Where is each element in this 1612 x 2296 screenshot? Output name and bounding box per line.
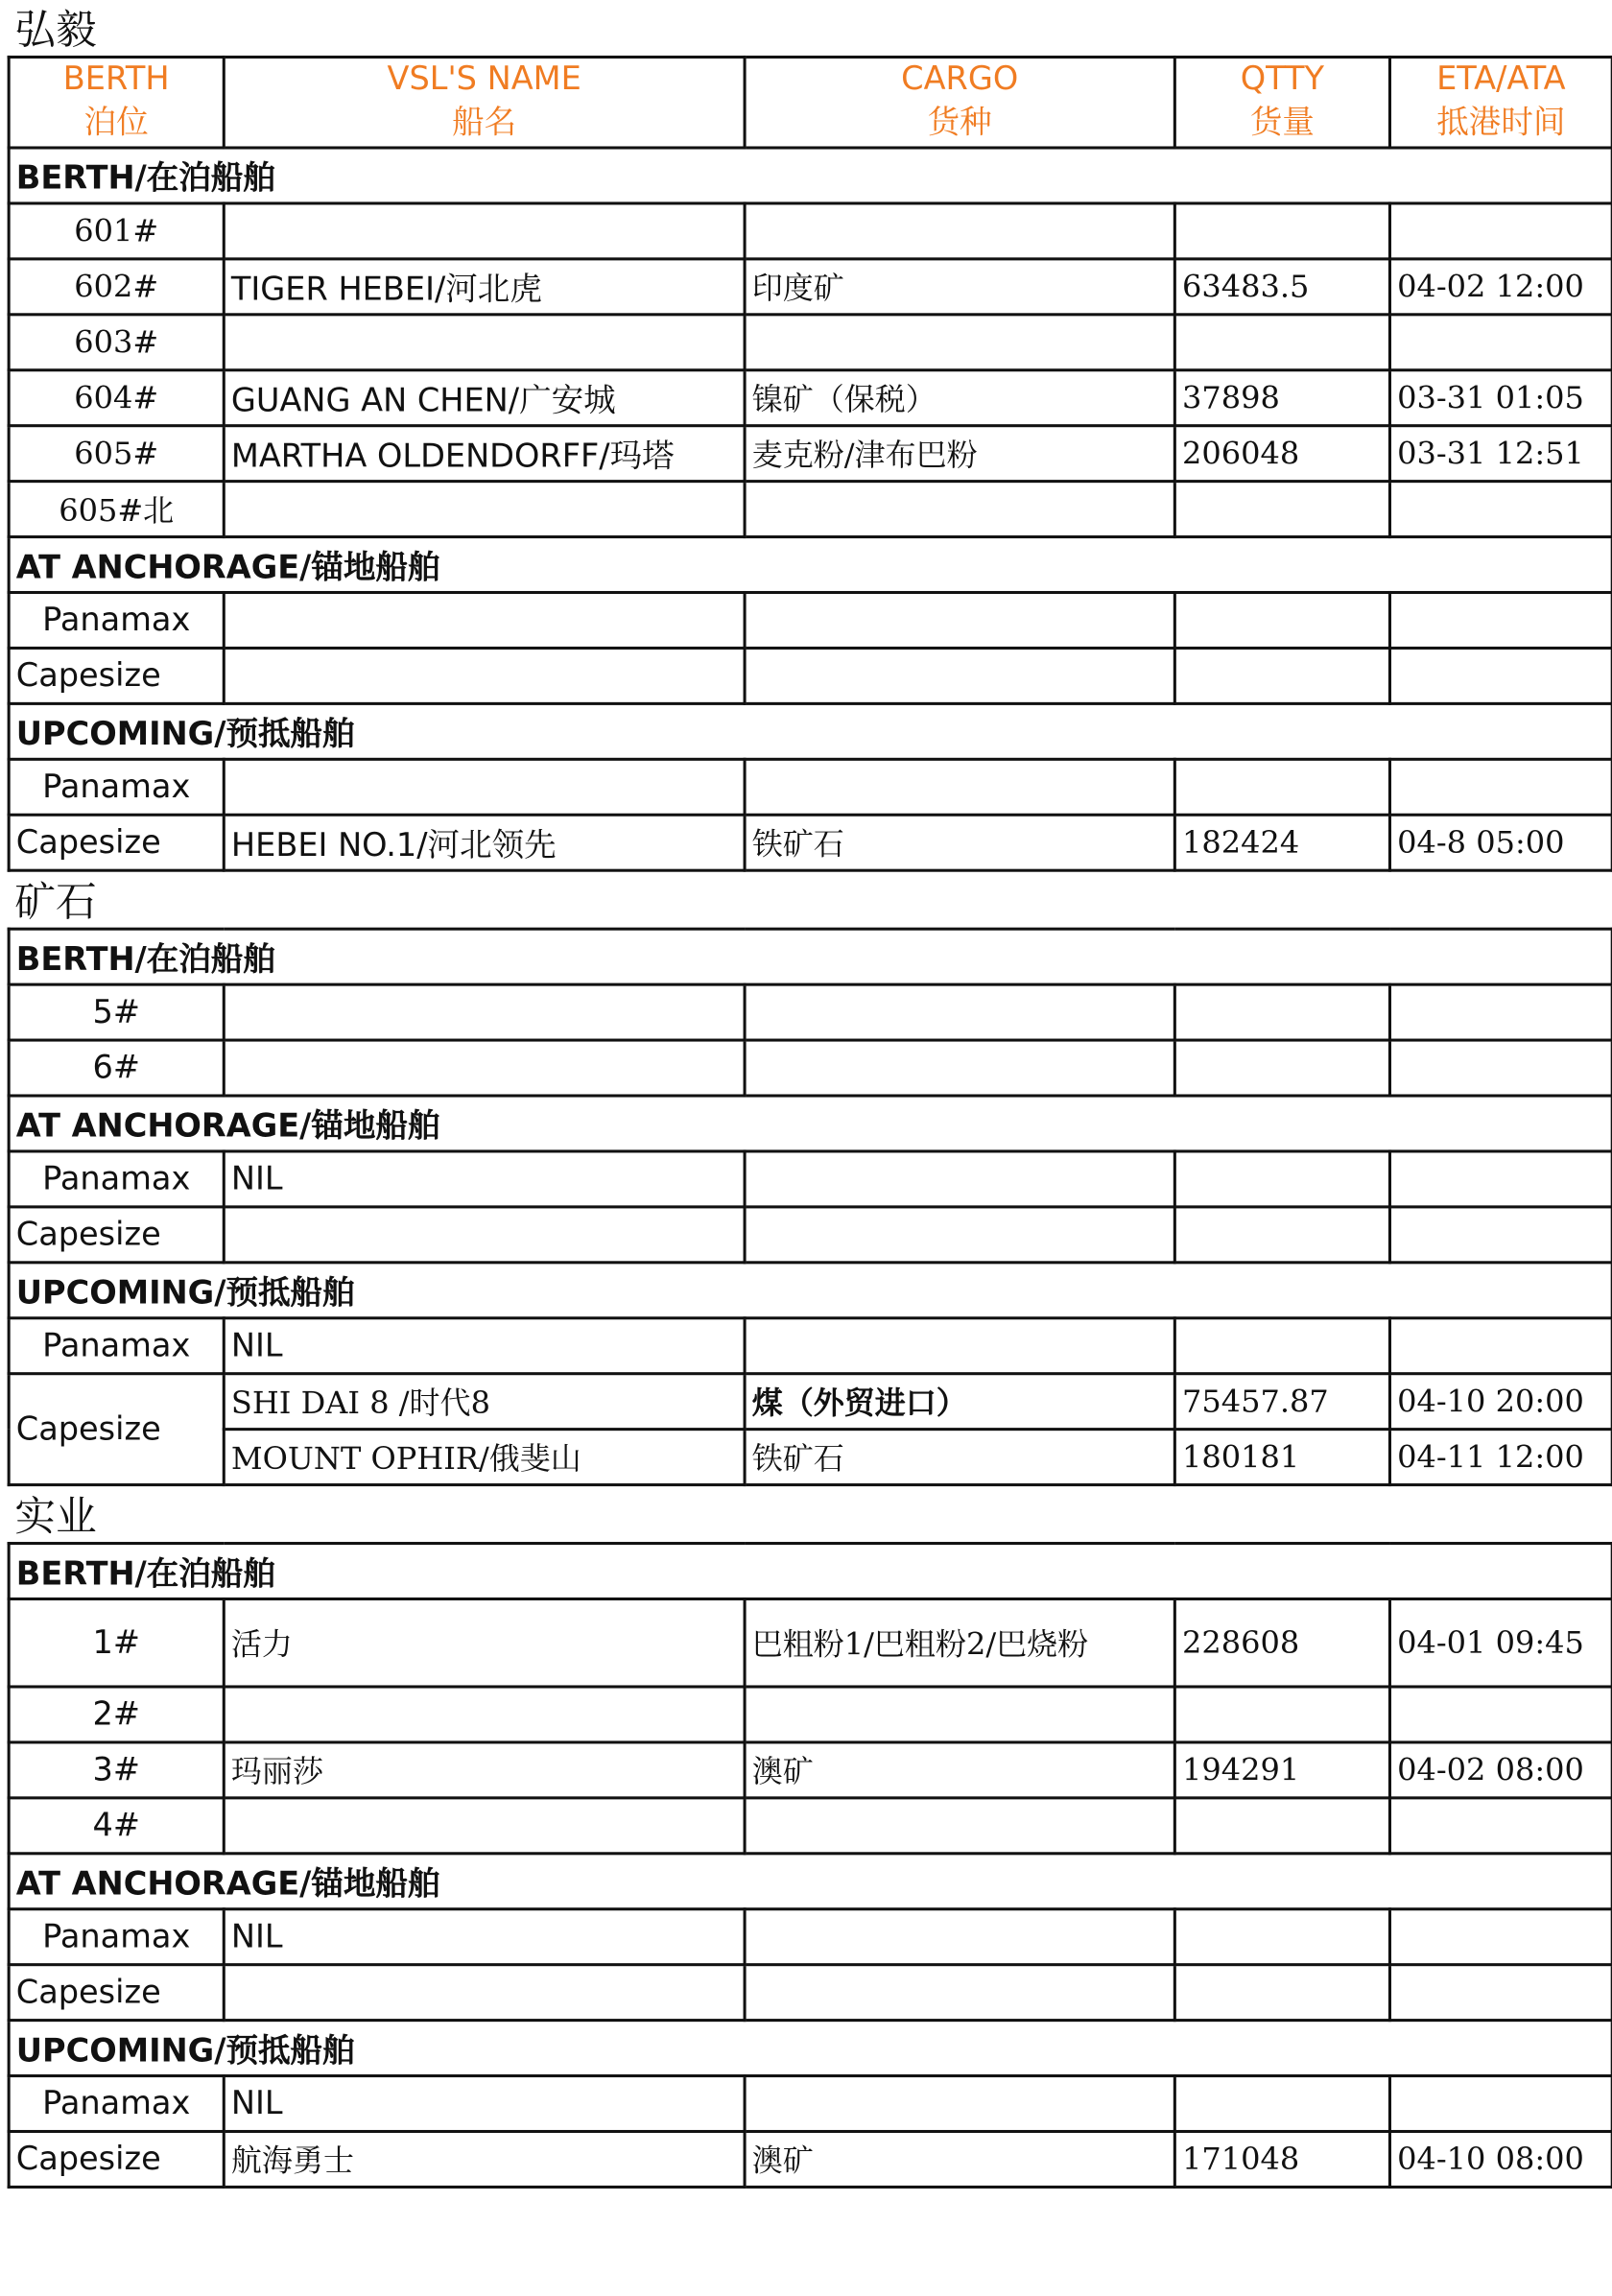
cargo-cell — [745, 1687, 1174, 1742]
category-label: BERTH/在泊船舶 — [9, 929, 1612, 984]
eta-cell: 04-8 05:00 — [1389, 815, 1612, 870]
table-row — [9, 1598, 1612, 1686]
vessel-name-cell: HEBEI NO.1/河北领先 — [224, 815, 745, 870]
category-row-upcoming — [9, 2021, 1612, 2076]
table-row — [9, 1207, 1612, 1263]
vessel-name-cell: GUANG AN CHEN/广安城 — [224, 370, 745, 426]
table-row — [9, 1909, 1612, 1965]
table-row — [9, 1687, 1612, 1742]
cargo-cell: 澳矿 — [745, 2131, 1174, 2187]
cargo-cell — [745, 593, 1174, 649]
category-label: AT ANCHORAGE/锚地船舶 — [9, 537, 1612, 593]
eta-cell — [1389, 315, 1612, 370]
table-row — [9, 1742, 1612, 1798]
eta-cell — [1389, 1798, 1612, 1854]
vessel-name-cell — [224, 759, 745, 815]
quantity-cell — [1174, 203, 1389, 259]
vessel-name-cell: 航海勇士 — [224, 2131, 745, 2187]
berth-cell: 605#北 — [9, 482, 224, 537]
vessel-type-cell: Capesize — [9, 1965, 224, 2021]
table-row — [9, 482, 1612, 537]
cargo-cell — [745, 1965, 1174, 2021]
vessel-name-cell: SHI DAI 8 /时代8 — [224, 1374, 745, 1430]
quantity-cell — [1174, 482, 1389, 537]
berth-cell: 602# — [9, 259, 224, 315]
quantity-cell — [1174, 315, 1389, 370]
eta-cell — [1389, 482, 1612, 537]
category-row-anchorage — [9, 1096, 1612, 1151]
eta-cell — [1389, 1318, 1612, 1374]
category-row-upcoming — [9, 703, 1612, 759]
cargo-cell — [745, 482, 1174, 537]
category-label: UPCOMING/预抵船舶 — [9, 2021, 1612, 2076]
quantity-cell — [1174, 2076, 1389, 2132]
category-row-anchorage — [9, 1854, 1612, 1909]
eta-cell — [1389, 2076, 1612, 2132]
cargo-cell: 铁矿石 — [745, 1430, 1174, 1485]
vessel-name-cell: 玛丽莎 — [224, 1742, 745, 1798]
quantity-cell: 75457.87 — [1174, 1374, 1389, 1430]
table-row — [9, 1374, 1612, 1430]
vessel-type-cell: Capesize — [9, 2131, 224, 2187]
vessel-type-cell: Panamax — [9, 1151, 224, 1207]
category-row-anchorage — [9, 537, 1612, 593]
vessel-type-cell: Capesize — [9, 1207, 224, 1263]
quantity-cell: 180181 — [1174, 1430, 1389, 1485]
cargo-cell: 巴粗粉1/巴粗粉2/巴烧粉 — [745, 1598, 1174, 1686]
eta-cell — [1389, 1909, 1612, 1965]
table-row — [9, 370, 1612, 426]
cargo-cell — [745, 1798, 1174, 1854]
vessel-name-cell — [224, 1798, 745, 1854]
table-row — [9, 1430, 1612, 1485]
vessel-name-cell — [224, 1040, 745, 1096]
cargo-cell: 铁矿石 — [745, 815, 1174, 870]
vessel-type-cell: Panamax — [9, 1909, 224, 1965]
cargo-cell: 煤（外贸进口） — [745, 1374, 1174, 1430]
cargo-cell — [745, 315, 1174, 370]
vessel-type-cell: Capesize — [9, 1374, 224, 1485]
category-label: UPCOMING/预抵船舶 — [9, 703, 1612, 759]
eta-cell: 03-31 01:05 — [1389, 370, 1612, 426]
cargo-cell — [745, 2076, 1174, 2132]
vessel-name-cell — [224, 315, 745, 370]
eta-cell: 04-10 20:00 — [1389, 1374, 1612, 1430]
vessel-name-cell: MARTHA OLDENDORFF/玛塔 — [224, 426, 745, 482]
cargo-cell — [745, 1151, 1174, 1207]
table-row — [9, 593, 1612, 649]
eta-cell — [1389, 1965, 1612, 2021]
vessel-name-cell: MOUNT OPHIR/俄斐山 — [224, 1430, 745, 1485]
vessel-type-cell: Panamax — [9, 759, 224, 815]
berth-cell: 604# — [9, 370, 224, 426]
quantity-cell: 206048 — [1174, 426, 1389, 482]
vessel-type-cell: Panamax — [9, 1318, 224, 1374]
quantity-cell: 171048 — [1174, 2131, 1389, 2187]
cargo-cell — [745, 1318, 1174, 1374]
category-row-berth — [9, 1544, 1612, 1599]
schedule-table-ore — [8, 928, 1612, 1486]
eta-cell: 03-31 12:51 — [1389, 426, 1612, 482]
table-row — [9, 1040, 1612, 1096]
category-label: UPCOMING/预抵船舶 — [9, 1263, 1612, 1318]
quantity-cell: 37898 — [1174, 370, 1389, 426]
table-row — [9, 648, 1612, 703]
quantity-cell — [1174, 648, 1389, 703]
table-row — [9, 2076, 1612, 2132]
vessel-name-cell — [224, 1965, 745, 2021]
table-row — [9, 426, 1612, 482]
header-eta: ETA/ATA 抵港时间 — [1389, 57, 1612, 148]
eta-cell — [1389, 203, 1612, 259]
table-row — [9, 1965, 1612, 2021]
category-label: BERTH/在泊船舶 — [9, 148, 1612, 203]
eta-cell — [1389, 648, 1612, 703]
cargo-cell — [745, 1909, 1174, 1965]
schedule-table-shiye — [8, 1542, 1612, 2189]
eta-cell: 04-01 09:45 — [1389, 1598, 1612, 1686]
table-row — [9, 815, 1612, 870]
category-label: AT ANCHORAGE/锚地船舶 — [9, 1096, 1612, 1151]
berth-cell: 4# — [9, 1798, 224, 1854]
eta-cell: 04-02 08:00 — [1389, 1742, 1612, 1798]
category-row-berth — [9, 148, 1612, 203]
vessel-name-cell: TIGER HEBEI/河北虎 — [224, 259, 745, 315]
quantity-cell: 182424 — [1174, 815, 1389, 870]
quantity-cell — [1174, 984, 1389, 1040]
vessel-name-cell — [224, 648, 745, 703]
vessel-name-cell — [224, 984, 745, 1040]
vessel-name-cell — [224, 203, 745, 259]
table-row — [9, 2131, 1612, 2187]
header-quantity: QTTY 货量 — [1174, 57, 1389, 148]
header-cargo: CARGO 货种 — [745, 57, 1174, 148]
quantity-cell — [1174, 1798, 1389, 1854]
berth-cell: 3# — [9, 1742, 224, 1798]
berth-cell: 603# — [9, 315, 224, 370]
eta-cell — [1389, 593, 1612, 649]
quantity-cell — [1174, 1909, 1389, 1965]
quantity-cell — [1174, 1151, 1389, 1207]
cargo-cell — [745, 1040, 1174, 1096]
cargo-cell: 印度矿 — [745, 259, 1174, 315]
section-title-ore: 矿石 — [14, 877, 97, 927]
quantity-cell: 228608 — [1174, 1598, 1389, 1686]
berth-cell: 2# — [9, 1687, 224, 1742]
berth-cell: 6# — [9, 1040, 224, 1096]
table-row — [9, 203, 1612, 259]
cargo-cell: 麦克粉/津布巴粉 — [745, 426, 1174, 482]
eta-cell — [1389, 759, 1612, 815]
header-berth: BERTH 泊位 — [9, 57, 224, 148]
cargo-cell — [745, 648, 1174, 703]
eta-cell: 04-02 12:00 — [1389, 259, 1612, 315]
table-row — [9, 315, 1612, 370]
quantity-cell — [1174, 1207, 1389, 1263]
eta-cell: 04-11 12:00 — [1389, 1430, 1612, 1485]
schedule-table-hongyi — [8, 56, 1612, 872]
column-header-row — [9, 57, 1612, 148]
category-label: AT ANCHORAGE/锚地船舶 — [9, 1854, 1612, 1909]
vessel-type-cell: Capesize — [9, 648, 224, 703]
vessel-name-cell — [224, 1207, 745, 1263]
eta-cell: 04-10 08:00 — [1389, 2131, 1612, 2187]
category-label: BERTH/在泊船舶 — [9, 1544, 1612, 1599]
vessel-type-cell: Panamax — [9, 593, 224, 649]
quantity-cell — [1174, 759, 1389, 815]
vessel-name-cell: NIL — [224, 1909, 745, 1965]
table-row — [9, 759, 1612, 815]
vessel-name-cell — [224, 482, 745, 537]
table-row — [9, 259, 1612, 315]
section-title-shiye: 实业 — [14, 1492, 97, 1541]
vessel-name-cell: NIL — [224, 1151, 745, 1207]
cargo-cell — [745, 1207, 1174, 1263]
quantity-cell: 63483.5 — [1174, 259, 1389, 315]
cargo-cell — [745, 984, 1174, 1040]
table-row — [9, 984, 1612, 1040]
eta-cell — [1389, 1040, 1612, 1096]
cargo-cell — [745, 203, 1174, 259]
eta-cell — [1389, 1687, 1612, 1742]
cargo-cell: 澳矿 — [745, 1742, 1174, 1798]
cargo-cell — [745, 759, 1174, 815]
vessel-name-cell — [224, 593, 745, 649]
eta-cell — [1389, 1151, 1612, 1207]
quantity-cell — [1174, 1965, 1389, 2021]
berth-cell: 605# — [9, 426, 224, 482]
eta-cell — [1389, 1207, 1612, 1263]
vessel-name-cell: NIL — [224, 1318, 745, 1374]
vessel-name-cell — [224, 1687, 745, 1742]
berth-cell: 1# — [9, 1598, 224, 1686]
quantity-cell — [1174, 593, 1389, 649]
eta-cell — [1389, 984, 1612, 1040]
header-vessel-name: VSL'S NAME 船名 — [224, 57, 745, 148]
vessel-name-cell: 活力 — [224, 1598, 745, 1686]
berth-cell: 5# — [9, 984, 224, 1040]
table-row — [9, 1798, 1612, 1854]
berth-cell: 601# — [9, 203, 224, 259]
vessel-type-cell: Capesize — [9, 815, 224, 870]
table-row — [9, 1318, 1612, 1374]
quantity-cell — [1174, 1318, 1389, 1374]
cargo-cell: 镍矿（保税） — [745, 370, 1174, 426]
quantity-cell — [1174, 1040, 1389, 1096]
quantity-cell — [1174, 1687, 1389, 1742]
vessel-name-cell: NIL — [224, 2076, 745, 2132]
table-row — [9, 1151, 1612, 1207]
vessel-type-cell: Panamax — [9, 2076, 224, 2132]
category-row-upcoming — [9, 1263, 1612, 1318]
category-row-berth — [9, 929, 1612, 984]
section-title-hongyi: 弘毅 — [14, 6, 97, 55]
quantity-cell: 194291 — [1174, 1742, 1389, 1798]
